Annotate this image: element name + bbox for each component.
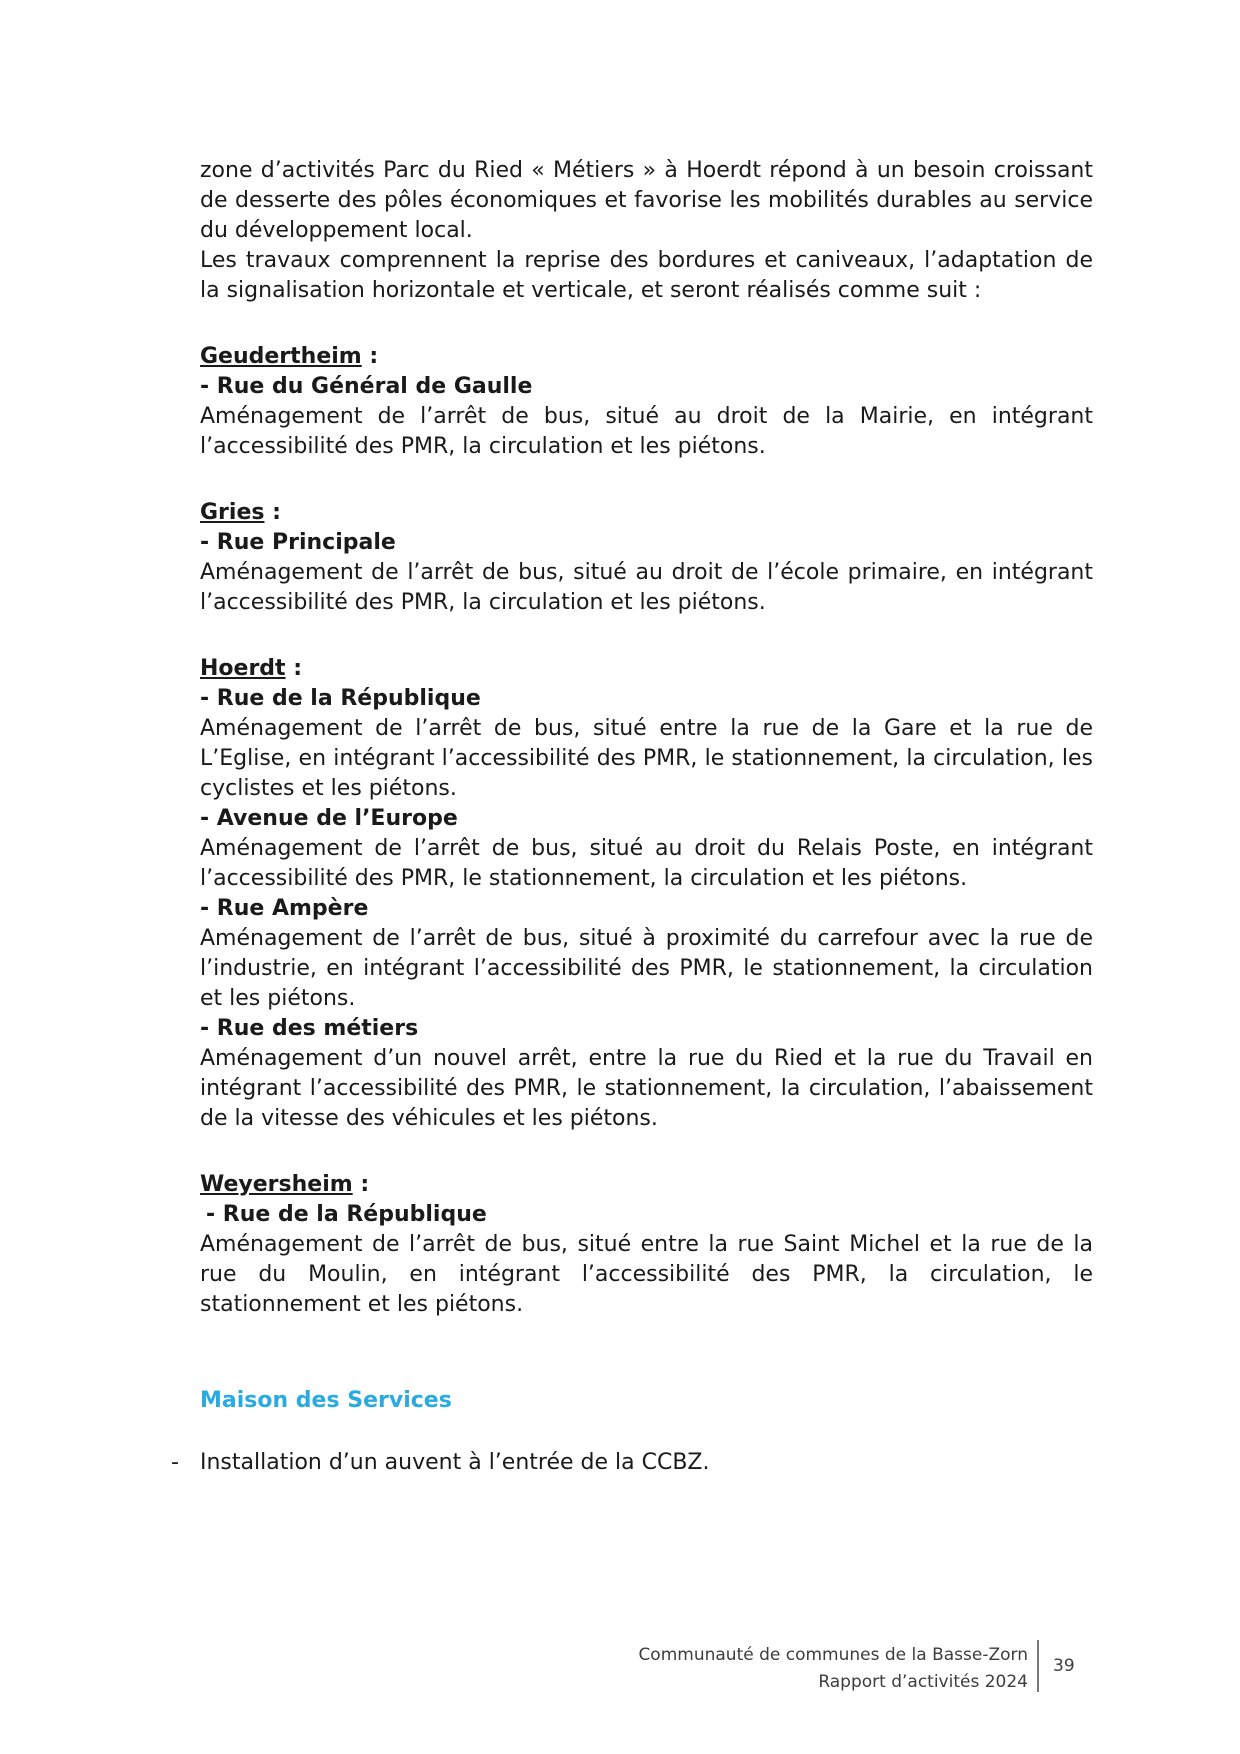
- street-description: Aménagement de l’arrêt de bus, situé entre la rue de la Gare et la rue de L’Eglise, en intégrant l’accessibilité des PMR, le stationnement, la circulation, les cyclistes et les piétons.: [200, 716, 1093, 801]
- section-gries: [200, 498, 1093, 618]
- town-heading: [200, 654, 1093, 684]
- footer: [428, 1642, 1028, 1696]
- heading-colon: :: [264, 500, 281, 525]
- bullet-dash: -: [171, 1450, 179, 1475]
- town-heading: [200, 1170, 1093, 1200]
- town-heading: [200, 342, 1093, 372]
- street-description: Aménagement de l’arrêt de bus, situé au droit de la Mairie, en intégrant l’accessibilité des PMR, la circulation et les piétons.: [200, 404, 1093, 459]
- street-name: - Rue du Général de Gaulle: [200, 374, 533, 399]
- services-item-text: Installation d’un auvent à l’entrée de la CCBZ.: [200, 1450, 710, 1475]
- section-weyersheim: [200, 1170, 1093, 1320]
- heading-colon: :: [361, 344, 379, 369]
- section-hoerdt: [200, 654, 1093, 1134]
- footer-divider: [1037, 1640, 1039, 1692]
- intro-paragraph-1: zone d’activités Parc du Ried « Métiers » à Hoerdt répond à un besoin croissant de desserte des pôles économiques et favorise les mobilités durables au service du développement local.: [200, 158, 1093, 243]
- town-name: Geudertheim: [200, 344, 362, 369]
- street-name: - Rue des métiers: [200, 1016, 419, 1041]
- street-description: Aménagement de l’arrêt de bus, situé à proximité du carrefour avec la rue de l’industrie, en intégrant l’accessibilité des PMR, le stationnement, la circulation et les piétons.: [200, 926, 1093, 1011]
- footer-org: Communauté de communes de la Basse-Zorn: [638, 1645, 1028, 1665]
- body-text: [171, 156, 1093, 1478]
- street-name: - Rue Principale: [200, 530, 396, 555]
- town-name: Gries: [200, 500, 265, 525]
- heading-colon: :: [352, 1172, 370, 1197]
- street-name: - Avenue de l’Europe: [200, 806, 458, 831]
- street-description: Aménagement de l’arrêt de bus, situé entre la rue Saint Michel et la rue de la rue du Moulin, en intégrant l’accessibilité des PMR, la circulation, le stationnement et les piétons.: [200, 1232, 1093, 1317]
- street-description: Aménagement de l’arrêt de bus, situé au droit du Relais Poste, en intégrant l’accessibilité des PMR, le stationnement, la circulation et les piétons.: [200, 836, 1093, 891]
- footer-report: Rapport d’activités 2024: [818, 1672, 1028, 1692]
- services-heading: Maison des Services: [200, 1388, 452, 1413]
- street-name: - Rue Ampère: [200, 896, 369, 921]
- town-name: Weyersheim: [200, 1172, 353, 1197]
- town-heading: [200, 498, 1093, 528]
- town-name: Hoerdt: [200, 656, 286, 681]
- page-number: 39: [1053, 1656, 1075, 1676]
- services-list-item: [171, 1448, 1093, 1478]
- intro-paragraph-2: Les travaux comprennent la reprise des bordures et caniveaux, l’adaptation de la signalisation horizontale et verticale, et seront réalisés comme suit :: [200, 248, 1093, 303]
- street-name: - Rue de la République: [200, 686, 481, 711]
- section-geudertheim: [200, 342, 1093, 462]
- heading-colon: :: [285, 656, 303, 681]
- street-description: Aménagement d’un nouvel arrêt, entre la rue du Ried et la rue du Travail en intégrant l’accessibilité des PMR, le stationnement, la circulation, l’abaissement de la vitesse des véhicules et les piétons.: [200, 1046, 1093, 1131]
- street-description: Aménagement de l’arrêt de bus, situé au droit de l’école primaire, en intégrant l’accessibilité des PMR, la circulation et les piétons.: [200, 560, 1093, 615]
- street-name: - Rue de la République: [206, 1202, 487, 1227]
